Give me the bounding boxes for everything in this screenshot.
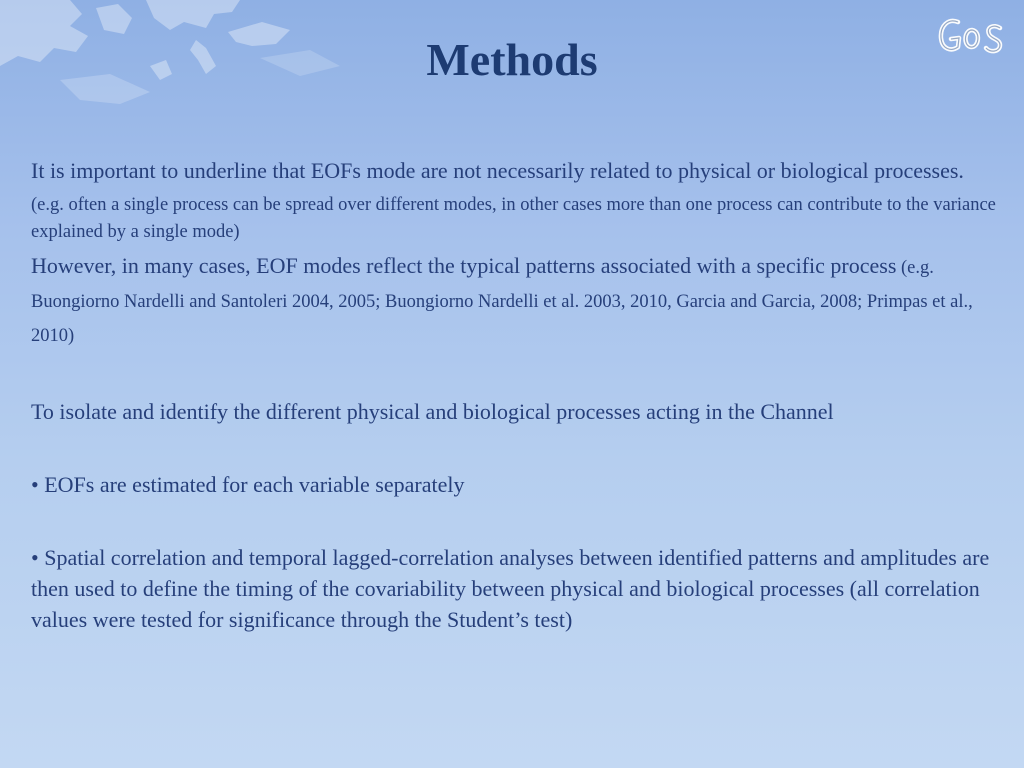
paragraph-eof-example-note: (e.g. often a single process can be spread over different modes, in other cases more than one process can contribute to the variance explained by a single mode): [31, 195, 996, 242]
bullet-correlation-analysis: • Spatial correlation and temporal lagged-correlation analyses between identified patterns and amplitudes are then used to define the timing of the covariability between physical and biological processes (all correlation values were tested for significance through the Student’s test): [31, 545, 990, 632]
bullet-eof-estimation: • EOFs are estimated for each variable separately: [31, 472, 465, 497]
paragraph-eof-patterns: [31, 250, 996, 352]
slide-title: Methods: [426, 34, 598, 85]
paragraph-eof-citations: (e.g. Buongiorno Nardelli and Santoleri 2004, 2005; Buongiorno Nardelli et al. 2003, 2010, Garcia and Garcia, 2008; Primpas et al., 2010): [31, 258, 973, 346]
paragraph-eof-caveat: It is important to underline that EOFs mode are not necessarily related to physical or biological processes.: [31, 158, 964, 183]
slide-body: [31, 155, 996, 635]
paragraph-objective: To isolate and identify the different physical and biological processes acting in the Channel: [31, 399, 834, 424]
paragraph-eof-patterns-text: However, in many cases, EOF modes reflect the typical patterns associated with a specific process: [31, 253, 897, 278]
